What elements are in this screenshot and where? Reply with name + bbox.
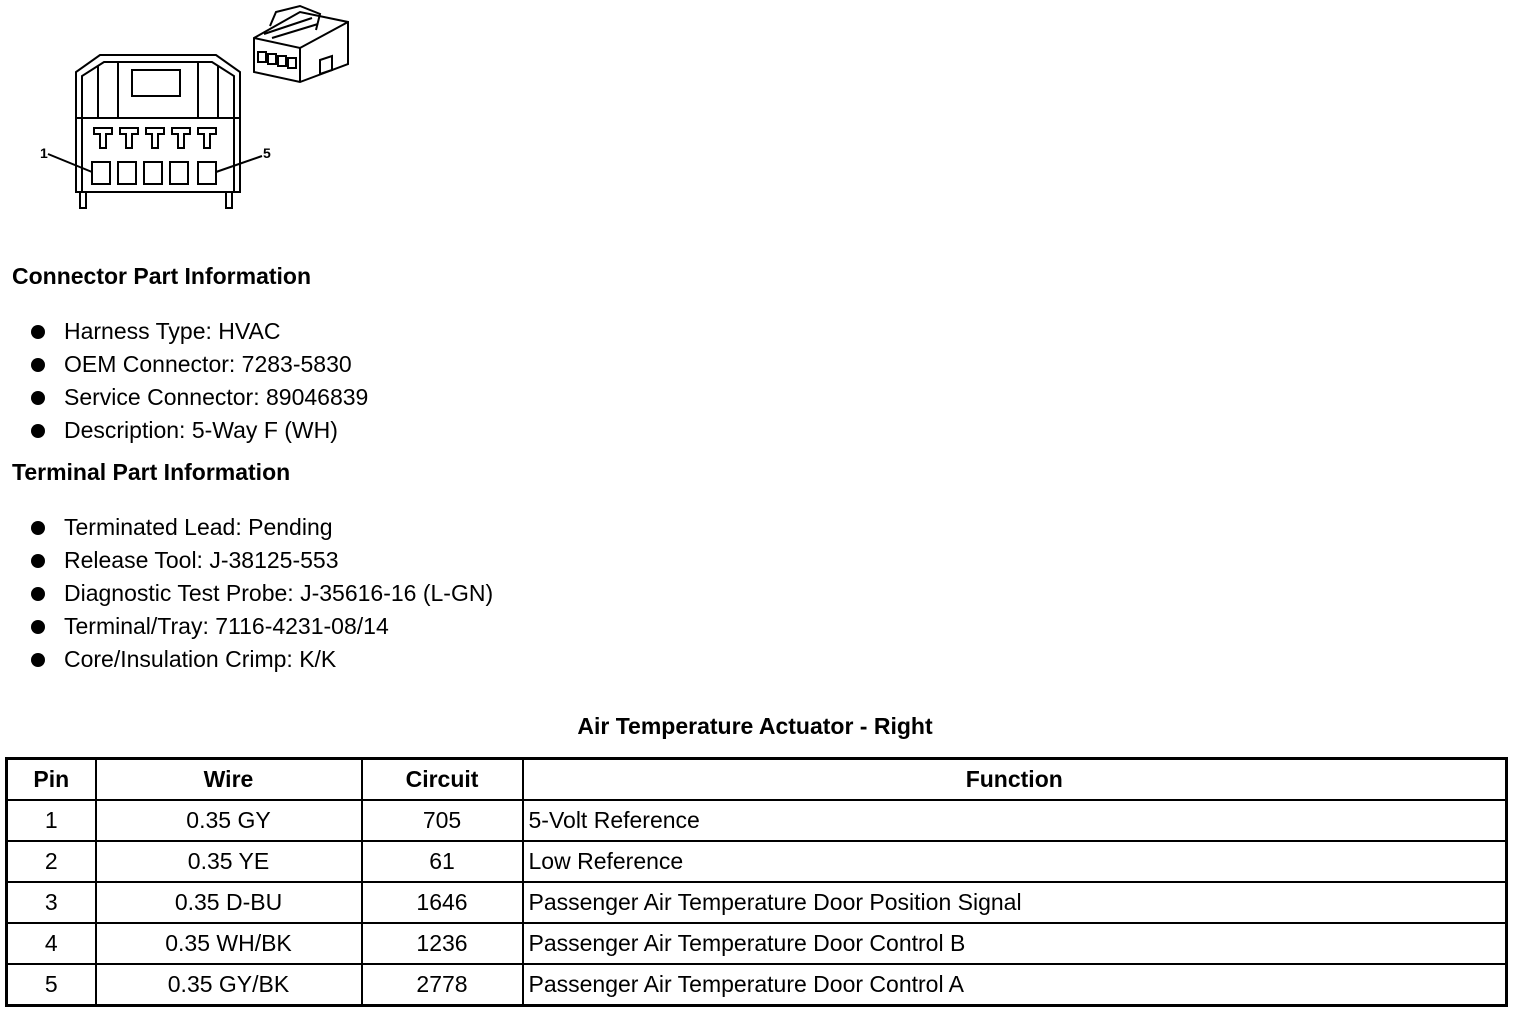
bullet-icon xyxy=(31,325,45,339)
header-circuit: Circuit xyxy=(362,759,523,801)
connector-part-info-list xyxy=(28,315,368,447)
cell-function: Low Reference xyxy=(523,841,1507,882)
bullet-icon xyxy=(31,424,45,438)
cell-pin: 4 xyxy=(7,923,96,964)
table-title: Air Temperature Actuator - Right xyxy=(577,713,933,739)
cell-function: Passenger Air Temperature Door Position Signal xyxy=(523,882,1507,923)
pin-label-right: 5 xyxy=(263,145,271,161)
cell-circuit: 1236 xyxy=(362,923,523,964)
list-item: Core/Insulation Crimp: K/K xyxy=(28,643,493,676)
bullet-icon xyxy=(31,653,45,667)
bullet-icon xyxy=(31,554,45,568)
terminal-part-info-list xyxy=(28,511,493,676)
terminal-part-info-heading: Terminal Part Information xyxy=(12,459,291,485)
table-row xyxy=(7,800,1507,841)
table-row xyxy=(7,923,1507,964)
cell-function: Passenger Air Temperature Door Control A xyxy=(523,964,1507,1006)
cell-wire: 0.35 YE xyxy=(96,841,362,882)
cell-wire: 0.35 GY xyxy=(96,800,362,841)
list-item: Description: 5-Way F (WH) xyxy=(28,414,368,447)
header-pin: Pin xyxy=(7,759,96,801)
bullet-icon xyxy=(31,391,45,405)
cell-pin: 5 xyxy=(7,964,96,1006)
cell-wire: 0.35 D-BU xyxy=(96,882,362,923)
header-wire: Wire xyxy=(96,759,362,801)
connector-part-info-heading: Connector Part Information xyxy=(12,263,312,289)
cell-wire: 0.35 GY/BK xyxy=(96,964,362,1006)
bullet-icon xyxy=(31,358,45,372)
bullet-icon xyxy=(31,521,45,535)
table-header-row xyxy=(7,759,1507,801)
cell-pin: 1 xyxy=(7,800,96,841)
header-function: Function xyxy=(523,759,1507,801)
table-row xyxy=(7,841,1507,882)
cell-function: 5-Volt Reference xyxy=(523,800,1507,841)
cell-circuit: 2778 xyxy=(362,964,523,1006)
cell-circuit: 705 xyxy=(362,800,523,841)
cell-pin: 3 xyxy=(7,882,96,923)
connector-diagram xyxy=(0,0,380,220)
list-item: Diagnostic Test Probe: J-35616-16 (L-GN) xyxy=(28,577,493,610)
list-item: Terminated Lead: Pending xyxy=(28,511,493,544)
cell-function: Passenger Air Temperature Door Control B xyxy=(523,923,1507,964)
list-item: Harness Type: HVAC xyxy=(28,315,368,348)
cell-pin: 2 xyxy=(7,841,96,882)
list-item: OEM Connector: 7283-5830 xyxy=(28,348,368,381)
cell-circuit: 61 xyxy=(362,841,523,882)
table-row xyxy=(7,964,1507,1006)
pin-table xyxy=(5,757,1508,1007)
connector-thumbnail-icon xyxy=(254,6,348,82)
list-item: Terminal/Tray: 7116-4231-08/14 xyxy=(28,610,493,643)
bullet-icon xyxy=(31,587,45,601)
table-row xyxy=(7,882,1507,923)
bullet-icon xyxy=(31,620,45,634)
pin-label-left: 1 xyxy=(40,145,48,161)
cell-circuit: 1646 xyxy=(362,882,523,923)
list-item: Release Tool: J-38125-553 xyxy=(28,544,493,577)
cell-wire: 0.35 WH/BK xyxy=(96,923,362,964)
list-item: Service Connector: 89046839 xyxy=(28,381,368,414)
